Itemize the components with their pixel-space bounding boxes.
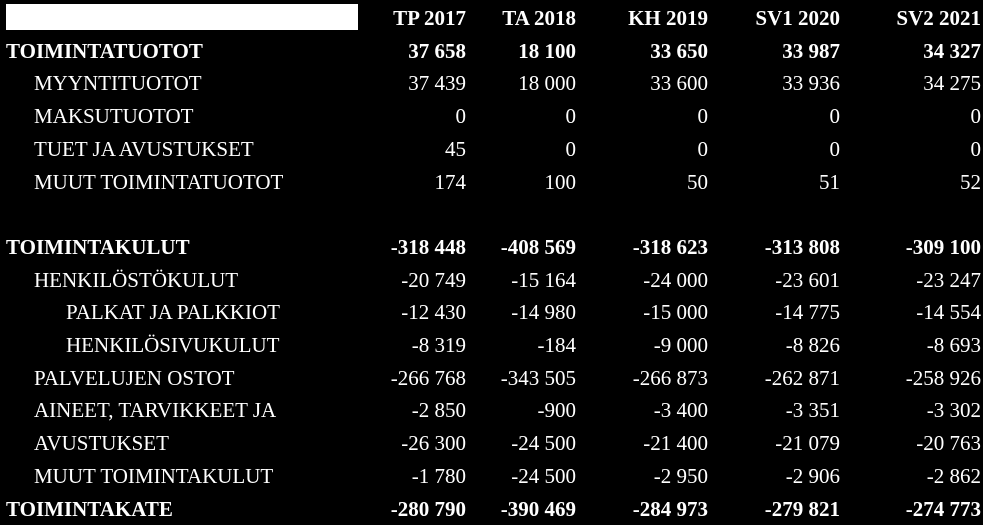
value-cell: -318 623 <box>632 234 708 259</box>
value-cell: -8 319 <box>411 333 466 358</box>
value-cell: -15 164 <box>511 267 576 292</box>
table-body <box>0 35 981 525</box>
value-cell: -408 569 <box>500 234 576 259</box>
spacer-cell <box>360 198 466 231</box>
value-cell: 100 <box>544 169 576 194</box>
value-cell: -266 768 <box>390 365 466 390</box>
value-cell: 52 <box>960 169 981 194</box>
value-cell: 0 <box>697 136 708 161</box>
value-cell: -274 773 <box>905 496 981 521</box>
value-cell: 33 936 <box>782 71 840 96</box>
row-label: TOIMINTAKULUT <box>6 234 190 259</box>
row-label: TOIMINTAKATE <box>6 496 173 521</box>
value-cell: -9 000 <box>653 333 708 358</box>
value-cell: 33 987 <box>782 38 840 63</box>
value-cell: -8 826 <box>785 333 840 358</box>
value-cell: -20 749 <box>401 267 466 292</box>
value-cell: -900 <box>537 398 576 423</box>
value-cell: -20 763 <box>916 431 981 456</box>
row-label: PALKAT JA PALKKIOT <box>66 300 280 325</box>
value-cell: -21 079 <box>775 431 840 456</box>
value-cell: 0 <box>829 136 840 161</box>
value-cell: -2 906 <box>785 463 840 488</box>
value-cell: 0 <box>970 104 981 129</box>
table-row <box>0 264 981 297</box>
value-cell: -15 000 <box>643 300 708 325</box>
value-cell: 33 600 <box>650 71 708 96</box>
spacer-cell <box>840 198 981 231</box>
table-row <box>0 231 981 264</box>
value-cell: -2 862 <box>926 463 981 488</box>
spacer-row <box>0 198 981 231</box>
value-cell: 37 658 <box>408 38 466 63</box>
value-cell: -2 850 <box>411 398 466 423</box>
value-cell: -26 300 <box>401 431 466 456</box>
table-row <box>0 329 981 362</box>
value-cell: -14 554 <box>916 300 981 325</box>
value-cell: -390 469 <box>500 496 576 521</box>
value-cell: 0 <box>970 136 981 161</box>
spacer-cell <box>466 198 576 231</box>
value-cell: 34 327 <box>923 38 981 63</box>
table-row <box>0 362 981 395</box>
table-row <box>0 67 981 100</box>
row-label: HENKILÖSTÖKULUT <box>34 267 239 292</box>
value-cell: -3 302 <box>926 398 981 423</box>
column-header-ta2018: TA 2018 <box>502 6 576 30</box>
value-cell: 18 100 <box>518 38 576 63</box>
value-cell: 0 <box>697 104 708 129</box>
row-label: AINEET, TARVIKKEET JA <box>34 398 277 423</box>
value-cell: -24 500 <box>511 463 576 488</box>
spacer-cell <box>708 198 840 231</box>
row-label: HENKILÖSIVUKULUT <box>66 333 280 358</box>
table-row <box>0 296 981 329</box>
value-cell: 50 <box>687 169 708 194</box>
header-row <box>0 2 981 35</box>
value-cell: -284 973 <box>632 496 708 521</box>
row-label: MUUT TOIMINTAKULUT <box>34 463 274 488</box>
value-cell: -280 790 <box>390 496 466 521</box>
row-label: TOIMINTATUOTOT <box>6 38 203 63</box>
value-cell: -12 430 <box>401 300 466 325</box>
value-cell: -14 775 <box>775 300 840 325</box>
value-cell: -2 950 <box>653 463 708 488</box>
table-row <box>0 493 981 525</box>
table-row <box>0 394 981 427</box>
value-cell: -3 400 <box>653 398 708 423</box>
value-cell: 0 <box>829 104 840 129</box>
spacer-cell <box>576 198 708 231</box>
value-cell: 33 650 <box>650 38 708 63</box>
value-cell: -24 500 <box>511 431 576 456</box>
value-cell: -14 980 <box>511 300 576 325</box>
value-cell: -23 601 <box>775 267 840 292</box>
row-label: PALVELUJEN OSTOT <box>34 365 235 390</box>
value-cell: -313 808 <box>764 234 840 259</box>
value-cell: -3 351 <box>785 398 840 423</box>
value-cell: 37 439 <box>408 71 466 96</box>
table-row <box>0 35 981 68</box>
column-header-tp2017: TP 2017 <box>393 6 466 30</box>
value-cell: -318 448 <box>390 234 466 259</box>
column-header-kh2019: KH 2019 <box>628 6 708 30</box>
row-label: MUUT TOIMINTATUOTOT <box>34 169 284 194</box>
value-cell: -262 871 <box>764 365 840 390</box>
value-cell: -21 400 <box>643 431 708 456</box>
value-cell: 0 <box>455 104 466 129</box>
value-cell: 0 <box>565 136 576 161</box>
value-cell: -23 247 <box>916 267 981 292</box>
header-label-cell <box>0 2 360 35</box>
row-label: MAKSUTUOTOT <box>34 104 194 129</box>
value-cell: 51 <box>819 169 840 194</box>
table-row <box>0 100 981 133</box>
table-row <box>0 166 981 199</box>
value-cell: 45 <box>445 136 466 161</box>
value-cell: -266 873 <box>632 365 708 390</box>
row-label: TUET JA AVUSTUKSET <box>34 136 254 161</box>
value-cell: -8 693 <box>926 333 981 358</box>
row-label: MYYNTITUOTOT <box>34 71 202 96</box>
value-cell: 0 <box>565 104 576 129</box>
value-cell: -24 000 <box>643 267 708 292</box>
row-label: AVUSTUKSET <box>34 431 169 456</box>
value-cell: -1 780 <box>411 463 466 488</box>
table-row <box>0 460 981 493</box>
value-cell: -343 505 <box>500 365 576 390</box>
value-cell: -184 <box>537 333 576 358</box>
value-cell: 34 275 <box>923 71 981 96</box>
column-header-sv1-2020: SV1 2020 <box>755 6 840 30</box>
value-cell: -279 821 <box>764 496 840 521</box>
value-cell: -309 100 <box>905 234 981 259</box>
table-row <box>0 133 981 166</box>
column-header-sv2-2021: SV2 2021 <box>896 6 981 30</box>
value-cell: 18 000 <box>518 71 576 96</box>
value-cell: 174 <box>434 169 466 194</box>
table-row <box>0 427 981 460</box>
budget-table <box>0 2 981 525</box>
value-cell: -258 926 <box>905 365 981 390</box>
spacer-cell <box>0 198 360 231</box>
